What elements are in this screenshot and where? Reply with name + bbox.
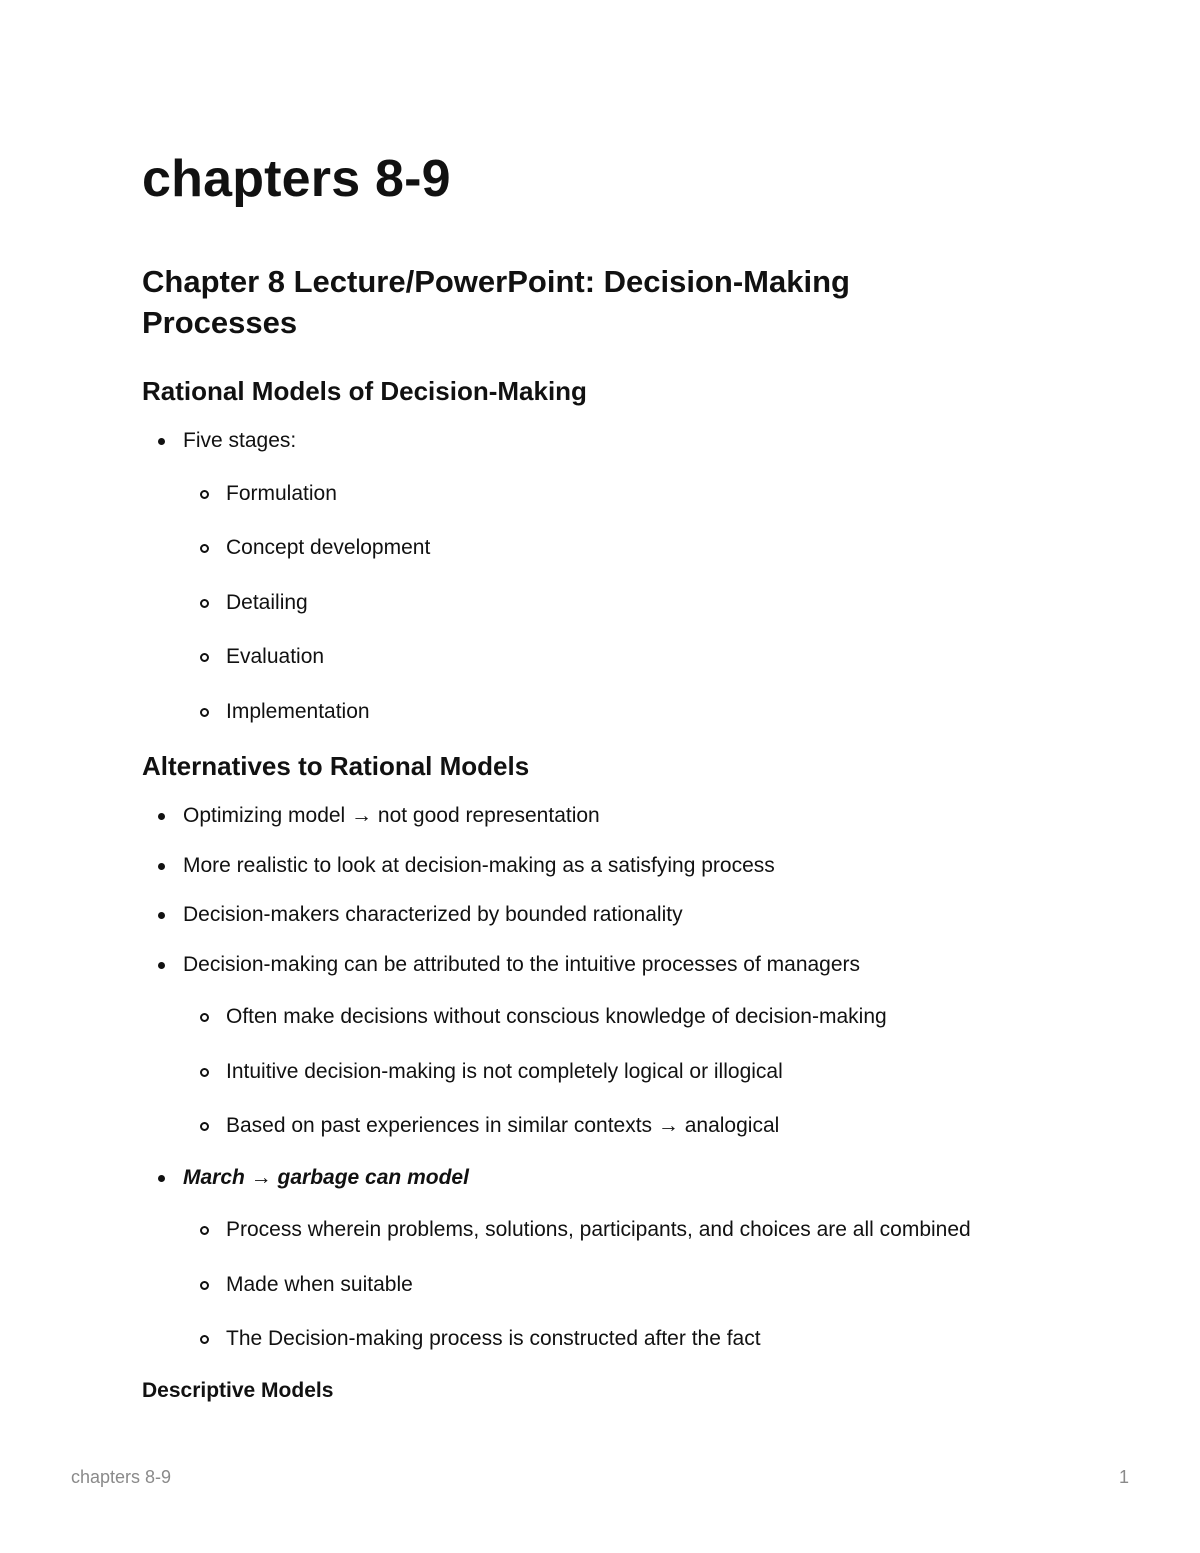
- alternatives-list: [142, 801, 992, 1356]
- list-item: Decision-makers characterized by bounded rationality: [142, 900, 992, 930]
- section-heading-rational-models: Rational Models of Decision-Making: [142, 376, 587, 406]
- list-item-text: Five stages:: [183, 429, 297, 452]
- sub-list-item: Implementation: [142, 694, 992, 729]
- chapter-heading: Chapter 8 Lecture/PowerPoint: Decision-Making Processes: [142, 264, 850, 340]
- sub-list-item: Detailing: [142, 585, 992, 620]
- sub-list-item: Evaluation: [142, 639, 992, 674]
- sub-list-item: Process wherein problems, solutions, participants, and choices are all combined: [142, 1212, 992, 1247]
- section-heading-alternatives: Alternatives to Rational Models: [142, 751, 530, 781]
- rational-models-list: [142, 426, 992, 729]
- page-title: chapters 8-9: [142, 150, 451, 208]
- sub-list-item: Made when suitable: [142, 1267, 992, 1302]
- subheading-descriptive-models: Descriptive Models: [142, 1378, 334, 1402]
- sub-list-item: Concept development: [142, 530, 992, 565]
- garbage-can-sublist: [183, 1212, 992, 1356]
- footer-title: chapters 8-9: [71, 1467, 172, 1487]
- list-item-text: Decision-making can be attributed to the intuitive processes of managers: [183, 952, 861, 976]
- list-item: [142, 950, 992, 1144]
- list-item: More realistic to look at decision-making as a satisfying process: [142, 851, 992, 881]
- sub-list-item: Based on past experiences in similar contexts → analogical: [142, 1108, 992, 1143]
- list-item: [142, 426, 992, 729]
- list-item: Optimizing model → not good representation: [142, 801, 992, 831]
- document-content: [142, 148, 992, 1406]
- five-stages-sublist: [183, 476, 992, 729]
- footer-page-number: 1: [1118, 1467, 1129, 1487]
- list-item: [142, 1163, 992, 1357]
- sub-list-item: Often make decisions without conscious knowledge of decision-making: [142, 999, 992, 1034]
- sub-list-item: The Decision-making process is constructed after the fact: [142, 1321, 992, 1356]
- list-item-text-emphasis: March → garbage can model: [183, 1165, 469, 1189]
- intuitive-processes-sublist: [183, 999, 992, 1143]
- sub-list-item: Formulation: [142, 476, 992, 511]
- sub-list-item: Intuitive decision-making is not completely logical or illogical: [142, 1054, 992, 1089]
